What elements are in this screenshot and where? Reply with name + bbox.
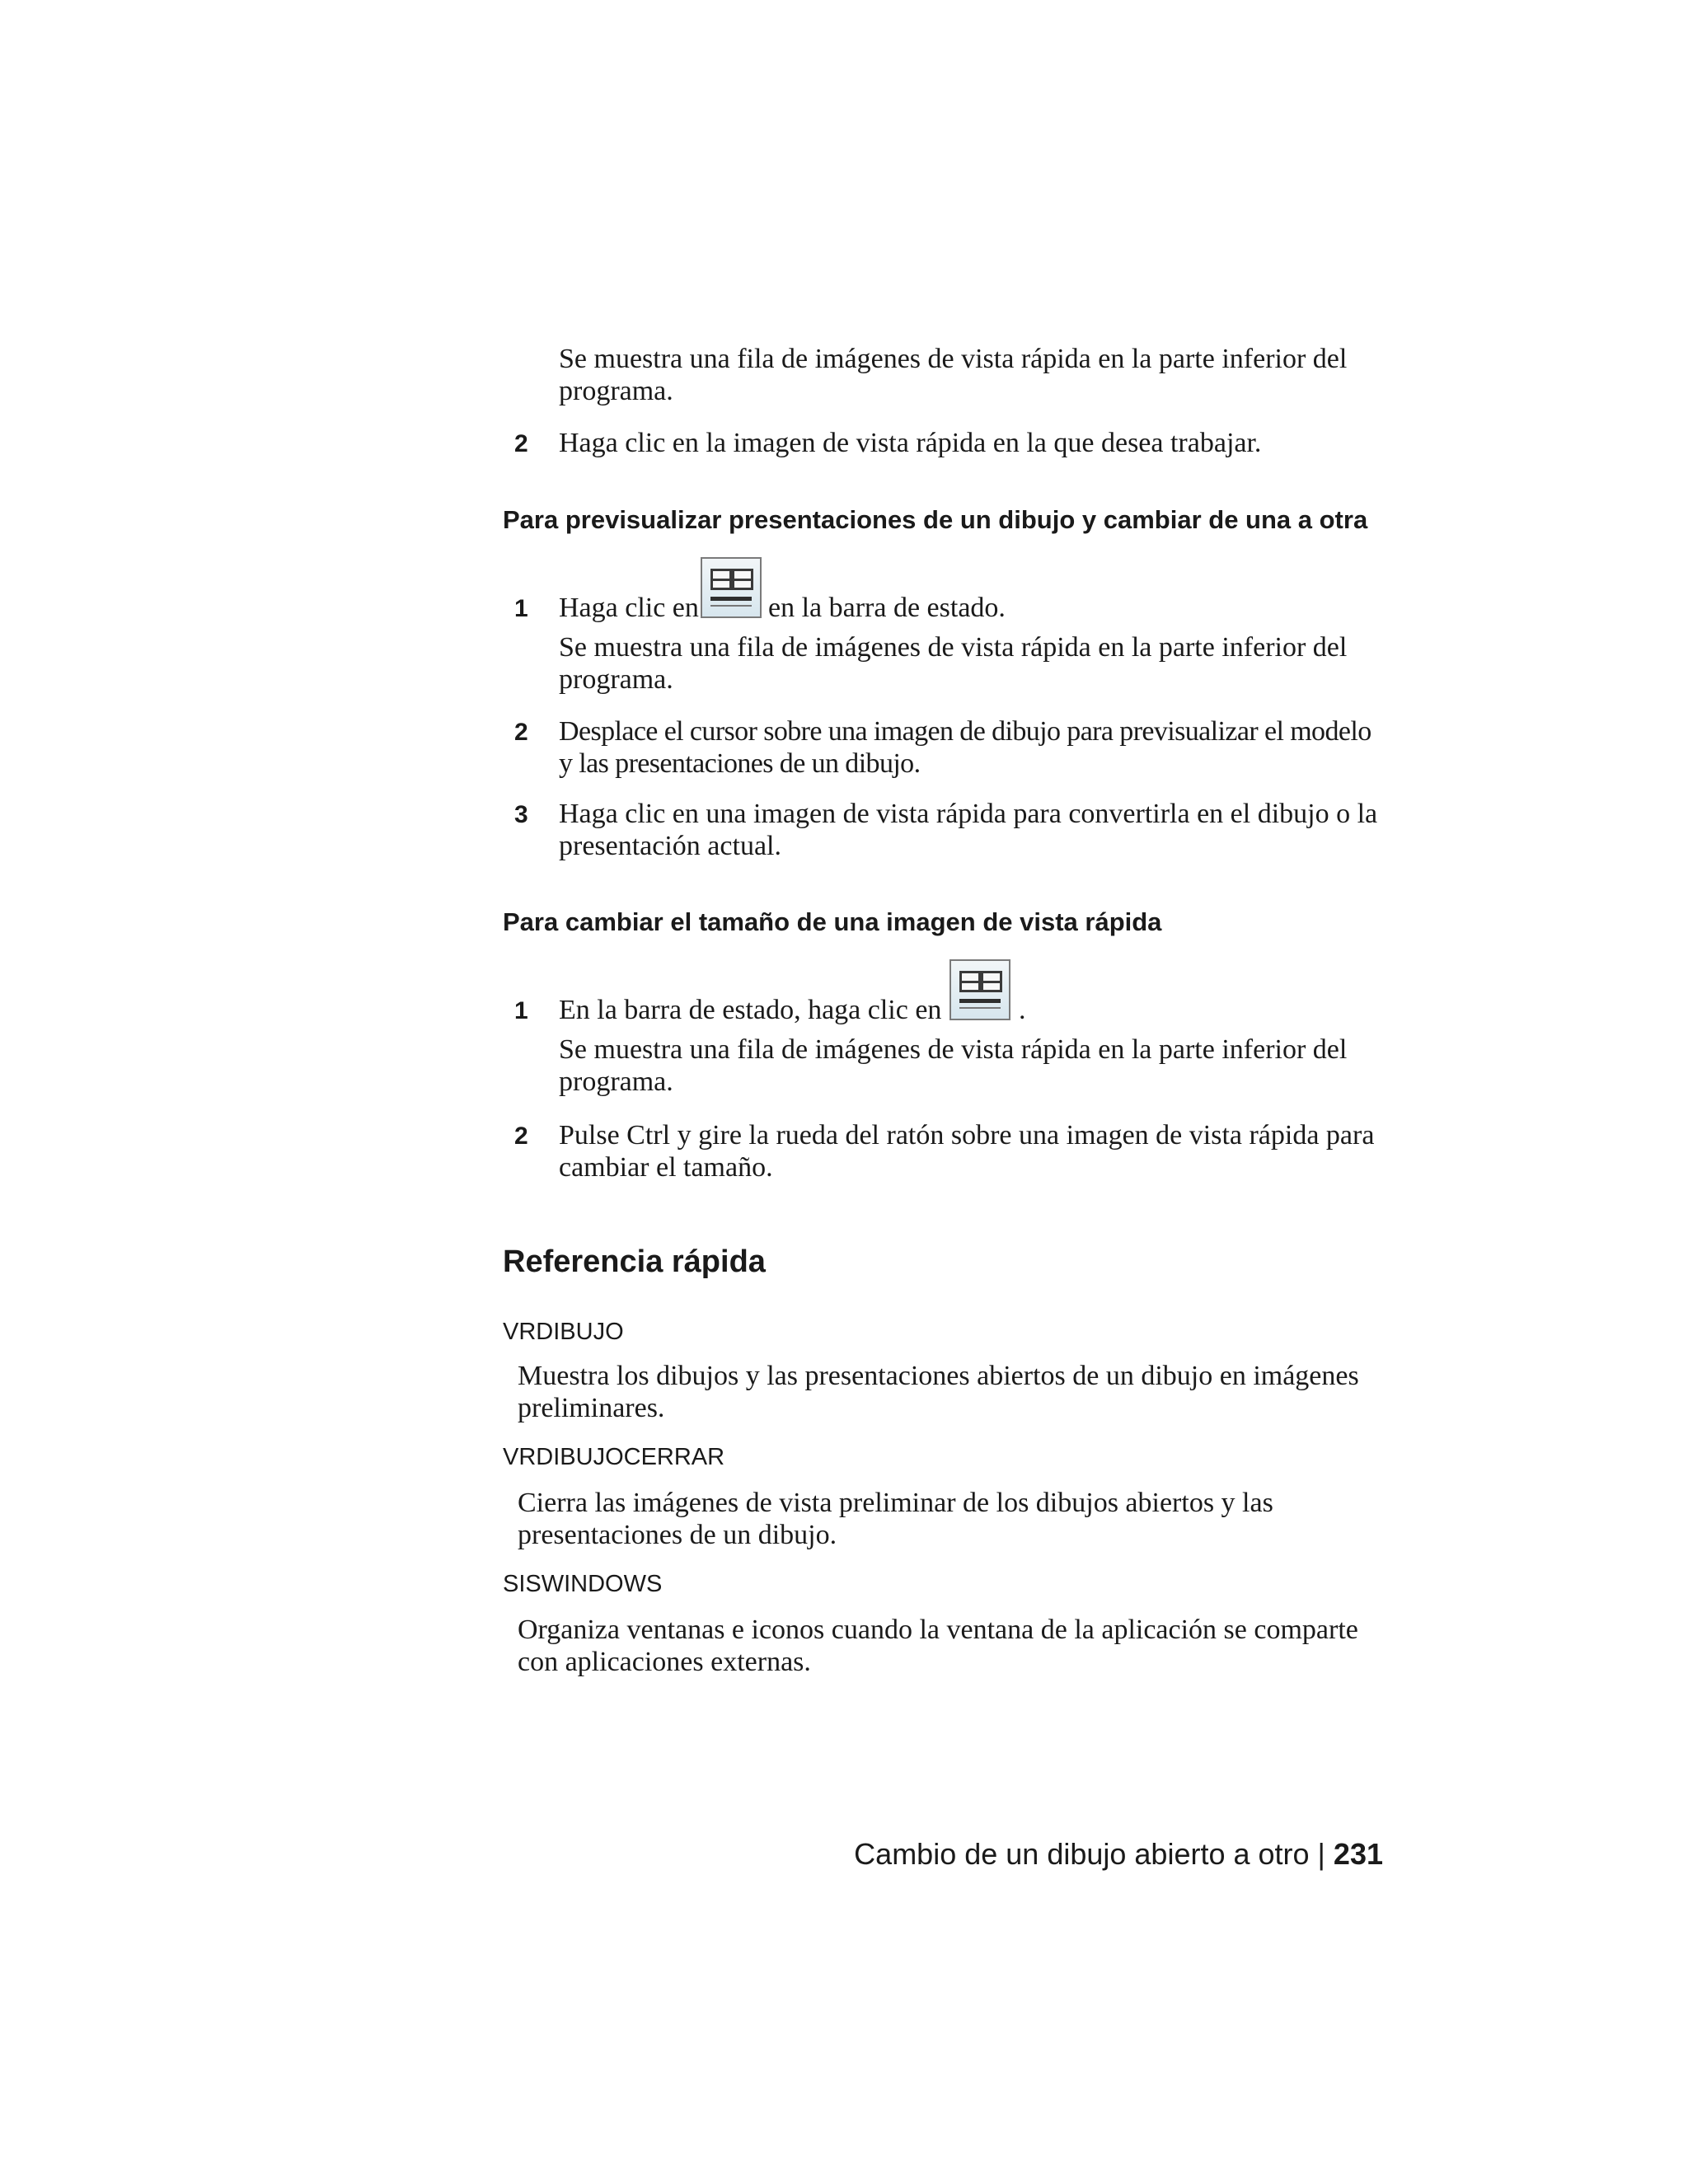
step-number: 3 (514, 801, 528, 828)
page-number: 231 (1333, 1837, 1383, 1871)
preview-step-1-text-after: en la barra de estado. (768, 593, 1006, 623)
preview-step-1-result: Se muestra una fila de imágenes de vista rápida en la parte inferior del programa. (559, 632, 1348, 695)
command-description: Organiza ventanas e iconos cuando la ventana de la aplicación se comparte con aplicaciones externas. (518, 1615, 1358, 1677)
preview-step-2: Desplace el cursor sobre una imagen de dibujo para previsualizar el modelo y las presentaciones de un dibujo. (559, 716, 1372, 779)
command-name: VRDIBUJO (503, 1319, 624, 1345)
footer-separator: | (1317, 1837, 1325, 1871)
command-name: SISWINDOWS (503, 1571, 663, 1597)
intro-step-2: Haga clic en la imagen de vista rápida en la que desea trabajar. (559, 428, 1262, 458)
footer-chapter-title: Cambio de un dibujo abierto a otro (854, 1837, 1310, 1871)
resize-step-1-text-before: En la barra de estado, haga clic en (559, 995, 942, 1025)
command-name: VRDIBUJOCERRAR (503, 1444, 725, 1470)
preview-step-1-text-before: Haga clic en (559, 593, 699, 623)
intro-paragraph: Se muestra una fila de imágenes de vista rápida en la parte inferior del programa. (559, 344, 1348, 406)
step-number: 1 (514, 997, 528, 1024)
command-description: Muestra los dibujos y las presentaciones abiertos de un dibujo en imágenes preliminares. (518, 1361, 1359, 1423)
step-number: 2 (514, 1122, 528, 1150)
resize-step-1-result: Se muestra una fila de imágenes de vista rápida en la parte inferior del programa. (559, 1034, 1348, 1097)
command-description: Cierra las imágenes de vista preliminar de los dibujos abiertos y las presentaciones de un dibujo. (518, 1488, 1273, 1550)
resize-step-2: Pulse Ctrl y gire la rueda del ratón sobre una imagen de vista rápida para cambiar el tamaño. (559, 1120, 1375, 1183)
resize-step-1-text-after: . (1019, 995, 1026, 1025)
section-heading-preview: Para previsualizar presentaciones de un dibujo y cambiar de una a otra (503, 505, 1368, 534)
quick-view-drawings-icon (701, 557, 762, 618)
step-number: 2 (514, 719, 528, 746)
section-heading-resize: Para cambiar el tamaño de una imagen de vista rápida (503, 907, 1162, 936)
preview-step-3: Haga clic en una imagen de vista rápida para convertirla en el dibujo o la presentación actual. (559, 799, 1378, 861)
page-footer (854, 1836, 1383, 1872)
quick-reference-heading: Referencia rápida (503, 1244, 766, 1279)
step-number: 1 (514, 595, 528, 622)
quick-view-drawings-icon (950, 959, 1010, 1020)
step-number: 2 (514, 430, 528, 457)
